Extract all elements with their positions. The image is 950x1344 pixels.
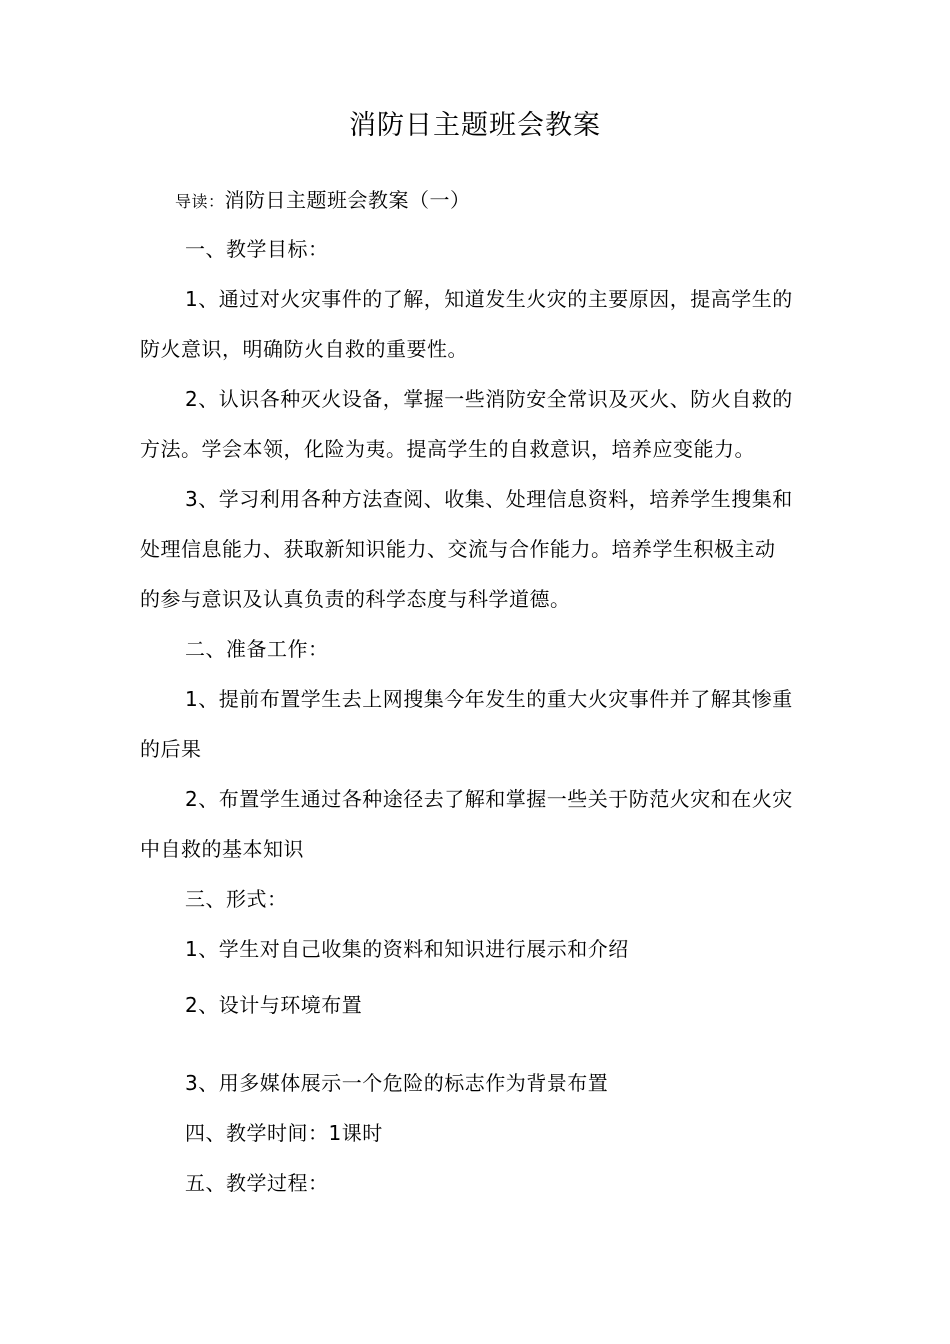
lead-line — [175, 185, 471, 217]
paragraph-line: 3、学习利用各种方法查阅、收集、处理信息资料，培养学生搜集和 — [185, 487, 793, 511]
paragraph-line: 1、学生对自己收集的资料和知识进行展示和介绍 — [185, 937, 629, 961]
section-heading: 五、教学过程： — [185, 1171, 329, 1195]
lead-label: 导读： — [175, 192, 225, 211]
section-heading: 一、教学目标： — [185, 237, 329, 261]
paragraph-line: 2、认识各种灭火设备，掌握一些消防安全常识及灭火、防火自救的 — [185, 387, 793, 411]
paragraph-line: 方法。学会本领，化险为夷。提高学生的自救意识，培养应变能力。 — [140, 437, 755, 461]
paragraph-line: 处理信息能力、获取新知识能力、交流与合作能力。培养学生积极主动 — [140, 537, 776, 561]
paragraph-line: 的后果 — [140, 737, 202, 761]
paragraph-line: 2、设计与环境布置 — [185, 993, 363, 1017]
paragraph-line: 2、布置学生通过各种途径去了解和掌握一些关于防范火灾和在火灾 — [185, 787, 793, 811]
section-heading: 四、教学时间：1课时 — [185, 1121, 383, 1145]
paragraph-line: 中自救的基本知识 — [140, 837, 304, 861]
paragraph-line: 1、提前布置学生去上网搜集今年发生的重大火灾事件并了解其惨重 — [185, 687, 793, 711]
paragraph-line: 的参与意识及认真负责的科学态度与科学道德。 — [140, 587, 571, 611]
paragraph-line: 防火意识，明确防火自救的重要性。 — [140, 337, 468, 361]
paragraph-line: 3、用多媒体展示一个危险的标志作为背景布置 — [185, 1071, 609, 1095]
document-title: 消防日主题班会教案 — [349, 110, 601, 141]
paragraph-line: 1、通过对火灾事件的了解，知道发生火灾的主要原因，提高学生的 — [185, 287, 793, 311]
section-heading: 三、形式： — [185, 887, 288, 911]
lead-text: 消防日主题班会教案（一） — [224, 188, 471, 212]
section-heading: 二、准备工作： — [185, 637, 329, 661]
